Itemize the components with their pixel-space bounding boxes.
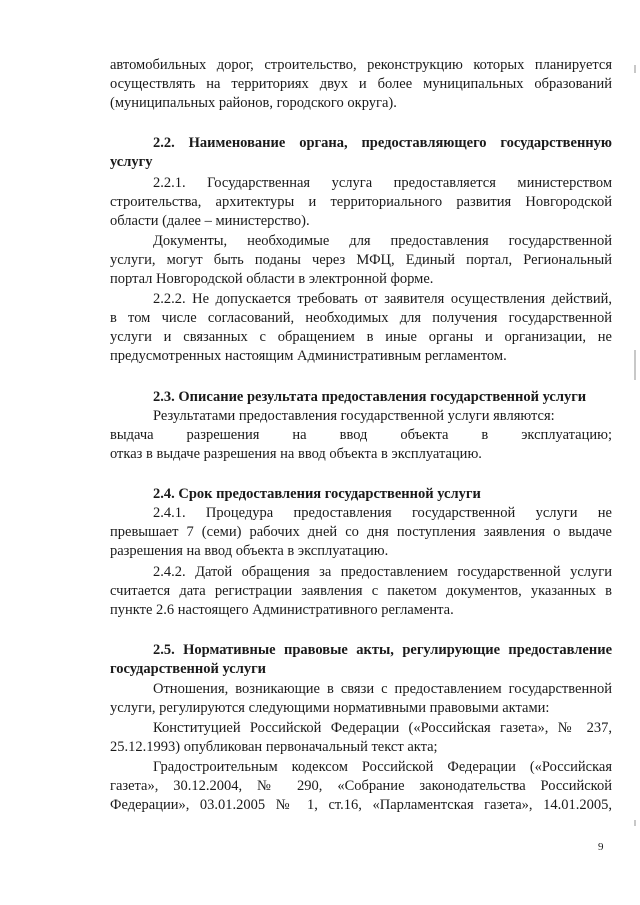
text-line: области (далее – министерство).	[110, 213, 310, 229]
text-line: Федерации», 03.01.2005 № 1, ст.16, «Парламентская газета», 14.01.2005,	[110, 797, 612, 813]
paragraph-2-2-1	[110, 174, 612, 231]
heading-line: 2.3. Описание результата предоставления государственной услуги	[153, 389, 587, 405]
page-number: 9	[598, 841, 604, 853]
heading-line: 2.2. Наименование органа, предоставляющего государственную	[153, 135, 612, 151]
text-line: превышает 7 (семи) рабочих дней со дня поступления заявления о выдаче	[110, 524, 612, 540]
scan-edge-mark	[634, 350, 636, 380]
paragraph-constitution	[110, 719, 612, 757]
paragraph-2-2-2	[110, 290, 612, 366]
text-line: Конституцией Российской Федерации («Российская газета», № 237,	[153, 720, 612, 736]
paragraph-2-5-relations	[110, 680, 612, 718]
section-heading-2-2	[110, 134, 612, 172]
section-heading-2-4	[110, 485, 612, 504]
text-line: выдача разрешения на ввод объекта в эксплуатацию;	[110, 427, 612, 443]
scan-edge-mark	[634, 65, 636, 73]
text-line: 2.4.2. Датой обращения за предоставлением государственной услуги	[153, 564, 612, 580]
heading-line: услугу	[110, 154, 153, 170]
heading-line: 2.5. Нормативные правовые акты, регулирующие предоставление	[153, 642, 612, 658]
text-line: пункте 2.6 настоящего Административного регламента.	[110, 602, 454, 618]
text-line: в том числе согласований, необходимых для получения государственной	[110, 310, 612, 326]
text-line: услуги и связанных с обращением в иные органы и организации, не	[110, 329, 612, 345]
text-line: Результатами предоставления государственной услуги являются:	[153, 408, 555, 424]
text-line: отказ в выдаче разрешения на ввод объекта в эксплуатацию.	[110, 446, 482, 462]
text-line: разрешения на ввод объекта в эксплуатацию.	[110, 543, 389, 559]
section-heading-2-3	[110, 388, 612, 407]
text-line: 2.2.1. Государственная услуга предоставляется министерством	[153, 175, 612, 191]
text-line: автомобильных дорог, строительство, реконструкцию которых планируется	[110, 57, 612, 73]
paragraph-intro-continuation	[110, 56, 612, 113]
text-line: 25.12.1993) опубликован первоначальный текст акта;	[110, 739, 438, 755]
paragraph-grad-code	[110, 758, 612, 815]
text-line: (муниципальных районов, городского округа).	[110, 95, 397, 111]
text-line: Документы, необходимые для предоставления государственной	[153, 233, 612, 249]
section-heading-2-5	[110, 641, 612, 679]
text-line: предусмотренных настоящим Административным регламентом.	[110, 348, 507, 364]
heading-line: государственной услуги	[110, 661, 267, 677]
text-line: Отношения, возникающие в связи с предоставлением государственной	[153, 681, 612, 697]
text-line: услуги, могут быть поданы через МФЦ, Единый портал, Региональный	[110, 252, 612, 268]
text-line: 2.2.2. Не допускается требовать от заявителя осуществления действий,	[153, 291, 612, 307]
text-line: осуществлять на территориях двух и более муниципальных образований	[110, 76, 612, 92]
text-line: считается дата регистрации заявления с пакетом документов, указанных в	[110, 583, 612, 599]
paragraph-documents	[110, 232, 612, 289]
text-line: портал Новгородской области в электронной форме.	[110, 271, 434, 287]
text-line: газета», 30.12.2004, № 290, «Собрание законодательства Российской	[110, 778, 612, 794]
paragraph-2-4-2	[110, 563, 612, 620]
text-line: Градостроительным кодексом Российской Федерации («Российская	[153, 759, 612, 775]
paragraph-2-4-1	[110, 504, 612, 561]
text-line: строительства, архитектуры и территориального развития Новгородской	[110, 194, 612, 210]
heading-line: 2.4. Срок предоставления государственной услуги	[153, 486, 481, 502]
text-line: 2.4.1. Процедура предоставления государственной услуги не	[153, 505, 612, 521]
scan-edge-mark	[634, 820, 636, 826]
paragraph-2-3-results	[110, 407, 612, 464]
text-line: услуги, регулируются следующими нормативными правовыми актами:	[110, 700, 550, 716]
